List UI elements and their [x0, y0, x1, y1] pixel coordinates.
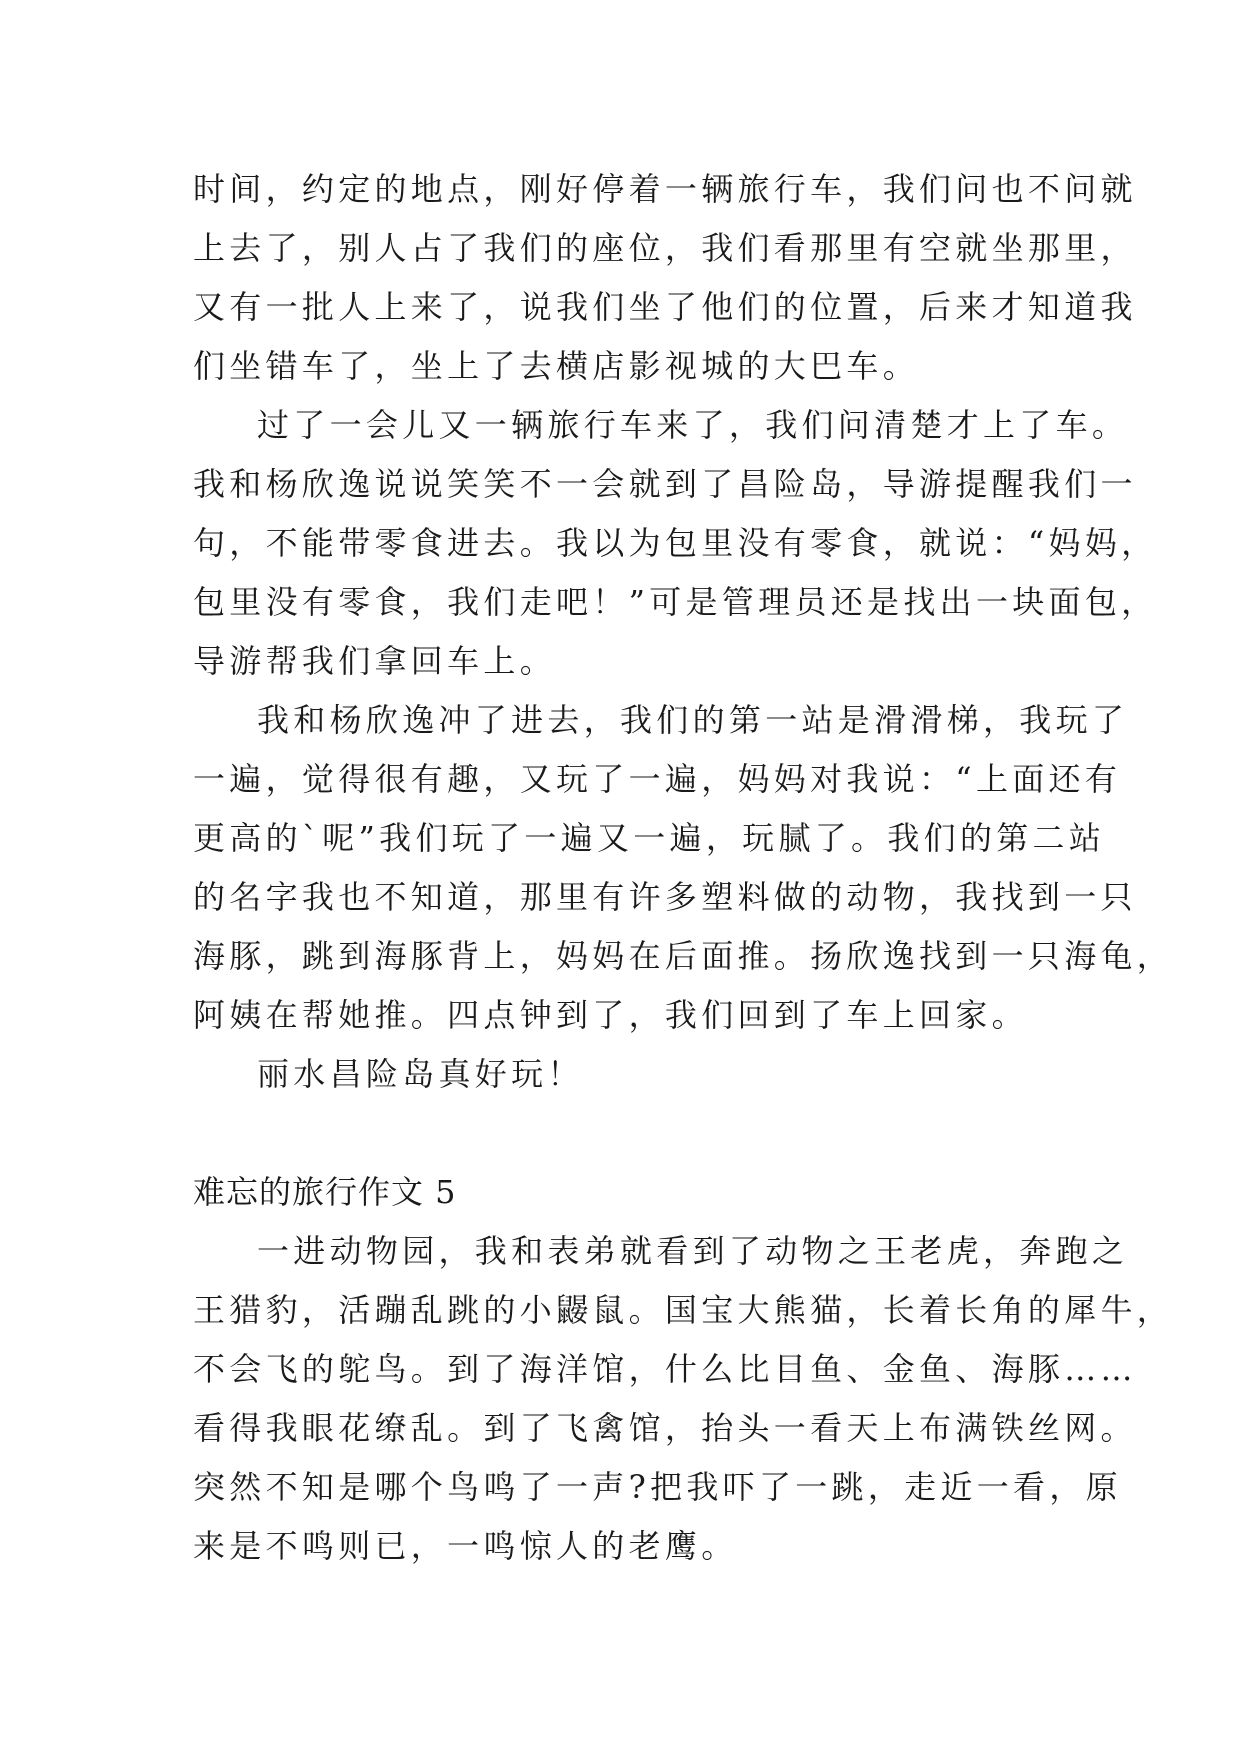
paragraph-start-line: 一进动物园，我和表弟就看到了动物之王老虎，奔跑之 [257, 1232, 1129, 1270]
essay-section-2 [193, 1163, 1174, 1576]
text-line: 又有一批人上来了，说我们坐了他们的位置，后来才知道我 [193, 288, 1137, 326]
text-line: 不会飞的鸵鸟。到了海洋馆，什么比目鱼、金鱼、海豚…… [193, 1350, 1137, 1388]
text-line: 我和杨欣逸说说笑笑不一会就到了昌险岛，导游提醒我们一 [193, 465, 1137, 503]
essay-section-1 [193, 160, 1174, 1104]
text-line: 时间，约定的地点，刚好停着一辆旅行车，我们问也不问就 [193, 170, 1137, 208]
paragraph-start-line: 过了一会儿又一辆旅行车来了，我们问清楚才上了车。 [257, 406, 1129, 444]
section-title: 难忘的旅行作文 5 [193, 1173, 457, 1211]
text-line: 看得我眼花缭乱。到了飞禽馆，抬头一看天上布满铁丝网。 [193, 1409, 1137, 1447]
text-line: 阿姨在帮她推。四点钟到了，我们回到了车上回家。 [193, 996, 1028, 1034]
text-line: 来是不鸣则已，一鸣惊人的老鹰。 [193, 1527, 738, 1565]
text-line: 突然不知是哪个鸟鸣了一声?把我吓了一跳，走近一看，原 [193, 1468, 1122, 1506]
document-page [193, 160, 1174, 1576]
text-line: 海豚，跳到海豚背上，妈妈在后面推。扬欣逸找到一只海龟， [193, 937, 1174, 975]
text-line: 一遍，觉得很有趣，又玩了一遍，妈妈对我说：“上面还有 [193, 760, 1122, 798]
text-line: 包里没有零食，我们走吧！”可是管理员还是找出一块面包， [193, 583, 1158, 621]
text-line: 更高的`呢”我们玩了一遍又一遍，玩腻了。我们的第二站 [193, 819, 1106, 857]
paragraph-start-line: 我和杨欣逸冲了进去，我们的第一站是滑滑梯，我玩了 [257, 701, 1129, 739]
text-line: 句，不能带零食进去。我以为包里没有零食，就说：“妈妈， [193, 524, 1158, 562]
text-line: 上去了，别人占了我们的座位，我们看那里有空就坐那里， [193, 229, 1137, 267]
text-line: 王猎豹，活蹦乱跳的小鼹鼠。国宝大熊猫，长着长角的犀牛， [193, 1291, 1174, 1329]
paragraph-start-line: 丽水昌险岛真好玩！ [257, 1055, 584, 1093]
text-line: 的名字我也不知道，那里有许多塑料做的动物，我找到一只 [193, 878, 1137, 916]
text-line: 导游帮我们拿回车上。 [193, 642, 557, 680]
text-line: 们坐错车了，坐上了去横店影视城的大巴车。 [193, 347, 920, 385]
section-gap [193, 1104, 1073, 1163]
